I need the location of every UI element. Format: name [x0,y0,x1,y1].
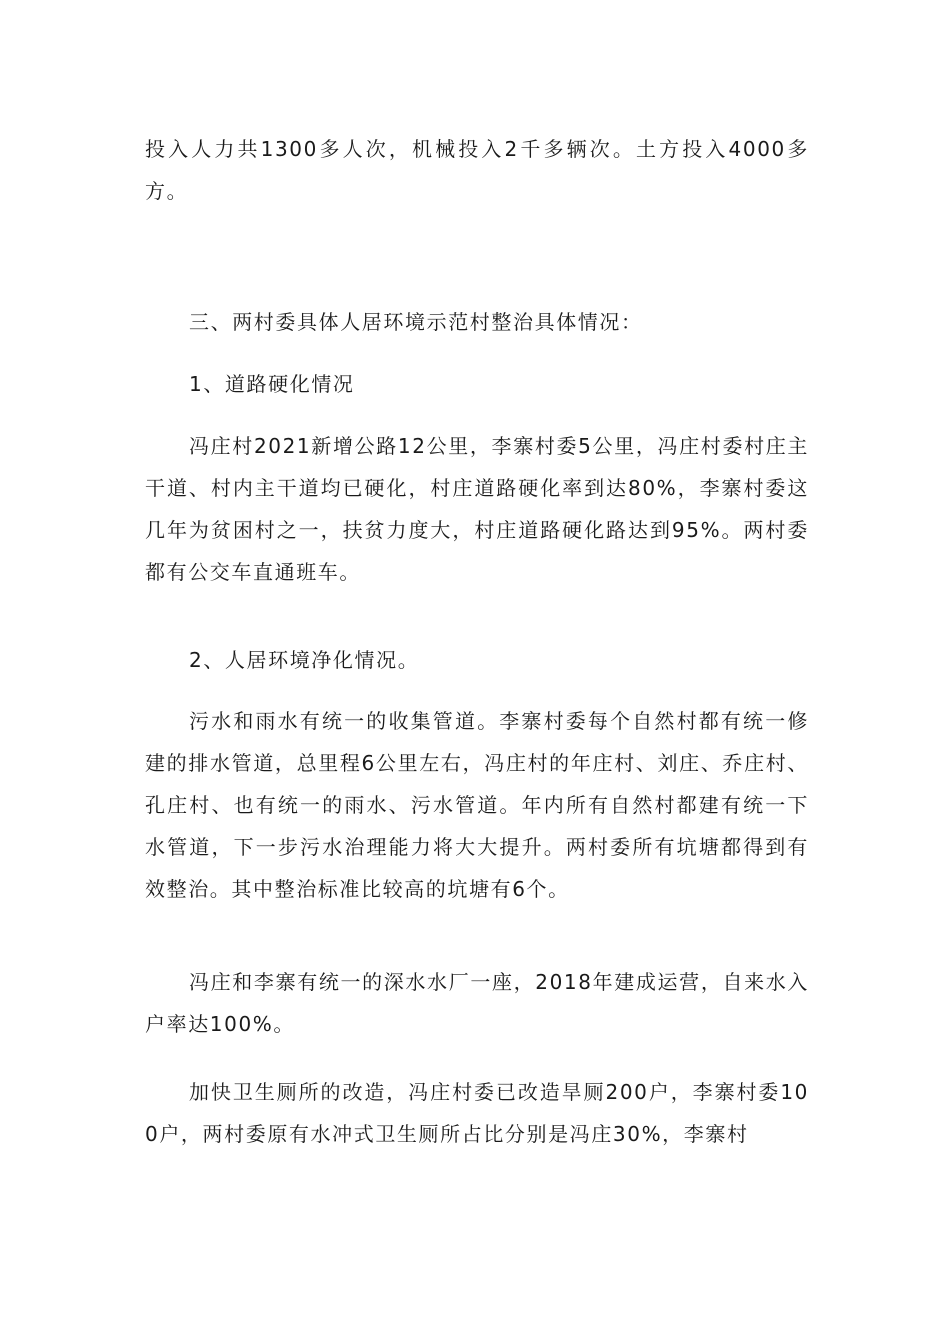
subheading-environment-purification: 2、人居环境净化情况。 [189,648,420,672]
subheading-road-hardening: 1、道路硬化情况 [189,372,355,396]
section-heading-three: 三、两村委具体人居环境示范村整治具体情况： [189,310,643,334]
paragraph-road-hardening: 冯庄村2021新增公路12公里，李寨村委5公里，冯庄村委村庄主干道、村内主干道均已硬化，村庄道路硬化率到达80%，李寨村委这几年为贫困村之一，扶贫力度大，村庄道路硬化路达到95%。两村委都有公交车直通班车。 [145,434,809,584]
paragraph-labor-input: 投入人力共1300多人次，机械投入2千多辆次。土方投入4000多方。 [145,137,809,203]
paragraph-toilet-renovation: 加快卫生厕所的改造，冯庄村委已改造旱厕200户，李寨村委100户，两村委原有水冲式卫生厕所占比分别是冯庄30%，李寨村 [145,1080,809,1146]
paragraph-water-plant: 冯庄和李寨有统一的深水水厂一座，2018年建成运营，自来水入户率达100%。 [145,970,809,1036]
paragraph-sewage-pipes: 污水和雨水有统一的收集管道。李寨村委每个自然村都有统一修建的排水管道，总里程6公里左右，冯庄村的年庄村、刘庄、乔庄村、孔庄村、也有统一的雨水、污水管道。年内所有自然村都建有统一下水管道，下一步污水治理能力将大大提升。两村委所有坑塘都得到有效整治。其中整治标准比较高的坑塘有6个。 [145,709,809,901]
